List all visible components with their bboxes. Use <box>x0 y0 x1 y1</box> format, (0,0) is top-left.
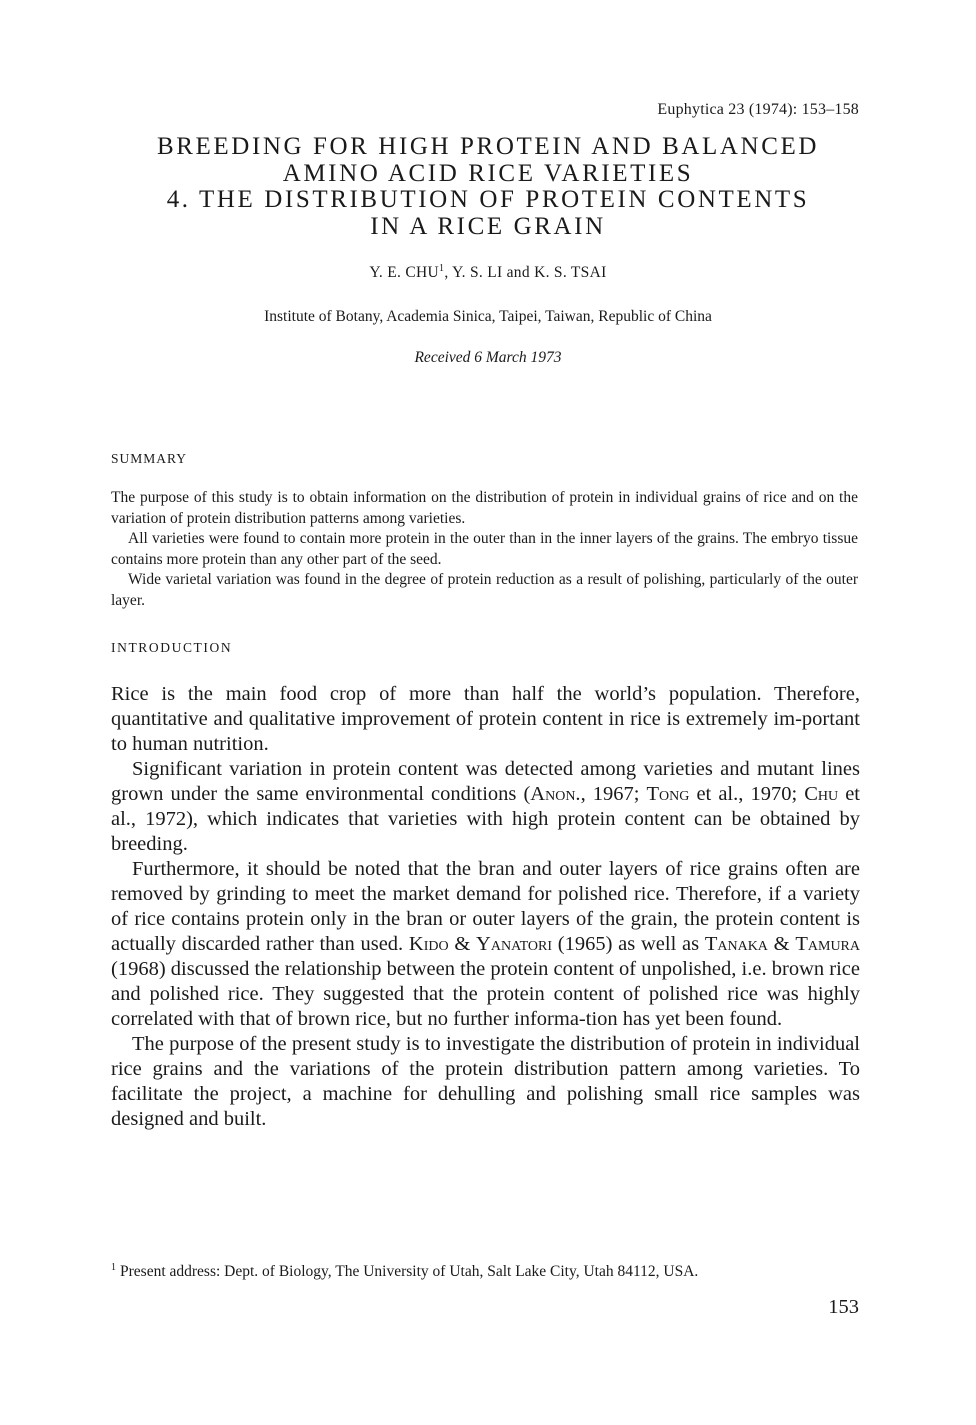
citation-tanaka: Tanaka <box>704 933 768 955</box>
author-list <box>0 264 976 282</box>
footnote <box>111 1263 861 1281</box>
other-authors: , Y. S. LI and K. S. TSAI <box>444 264 607 281</box>
citation-chu: Chu <box>804 783 839 805</box>
text-run: Significant variation in protein content was detected among varieties and mutant lines grown under the same environmental conditions ( <box>111 758 860 805</box>
citation-tamura: Tamura <box>795 933 860 955</box>
introduction-heading: INTRODUCTION <box>111 640 233 655</box>
title-line-3: 4. THE DISTRIBUTION OF PROTEIN CONTENTS <box>166 186 810 213</box>
summary-paragraph: All varieties were found to contain more protein in the outer than in the inner layers of the grains. The embryo tissue contains more protein than any other part of the seed. <box>111 530 858 568</box>
page-number: 153 <box>828 1296 859 1318</box>
intro-paragraph-3 <box>111 857 860 1032</box>
summary-heading: SUMMARY <box>111 451 188 466</box>
text-run: & <box>767 933 796 955</box>
title-line-4: IN A RICE GRAIN <box>370 212 606 240</box>
footnote-text: Present address: Dept. of Biology, The University of Utah, Salt Lake City, Utah 84112, USA. <box>120 1263 699 1280</box>
citation-tong: Tong <box>646 783 690 805</box>
intro-paragraph-4: The purpose of the present study is to investigate the distribution of protein in individual rice grains and the variations of the protein distribution pattern among varieties. To facilitate the project, a machine for dehulling and polishing small rice samples was designed and built. <box>111 1033 860 1130</box>
text-run: (1965) as well as <box>552 933 705 955</box>
intro-paragraph-1: Rice is the main food crop of more than half the world’s population. Therefore, quantitative and qualitative improvement of protein content in rice is extremely im-portant to human nutrition. <box>111 683 860 755</box>
text-run: (1968) discussed the relationship between the protein content of unpolished, i.e. brown rice and polished rice. They suggested that the protein content of polished rice was highly correlated with that of brown rice, but no further informa-tion has yet been found. <box>111 958 860 1030</box>
received-date: Received 6 March 1973 <box>414 349 562 366</box>
summary-paragraph: The purpose of this study is to obtain information on the distribution of protein in individual grains of rice and on the variation of protein distribution patterns among varieties. <box>111 489 858 527</box>
citation-kido: Kido <box>408 933 449 955</box>
summary-paragraph: Wide varietal variation was found in the degree of protein reduction as a result of polishing, particularly of the outer layer. <box>111 571 858 609</box>
text-run: & <box>448 933 477 955</box>
author-footnote-mark: 1 <box>439 263 445 274</box>
text-run: et al., 1972), which indicates that varieties with high protein content can be obtained by breeding. <box>111 783 860 855</box>
article-title <box>100 134 876 240</box>
introduction-body <box>111 682 860 1132</box>
citation-anon: Anon. <box>530 783 581 805</box>
text-run: et al., 1970; <box>689 783 805 805</box>
intro-paragraph-2 <box>111 757 860 857</box>
title-line-1: BREEDING FOR HIGH PROTEIN AND BALANCED <box>157 133 819 160</box>
summary-body <box>111 488 858 611</box>
text-run: , 1967; <box>580 783 647 805</box>
author-chu: Y. E. CHU <box>369 264 440 281</box>
footnote-mark: 1 <box>111 1262 116 1273</box>
title-line-2: AMINO ACID RICE VARIETIES <box>282 159 694 187</box>
citation-yanatori: Yanatori <box>476 933 553 955</box>
text-run: Furthermore, it should be noted that the bran and outer layers of rice grains often are removed by grinding to meet the market demand for polished rice. Therefore, if a variety of rice contains protein only in the bran or outer layers of the grain, the protein content is actually discarded rather than used. <box>111 858 860 955</box>
affiliation: Institute of Botany, Academia Sinica, Taipei, Taiwan, Republic of China <box>264 308 712 325</box>
journal-reference: Euphytica 23 (1974): 153–158 <box>657 101 859 118</box>
